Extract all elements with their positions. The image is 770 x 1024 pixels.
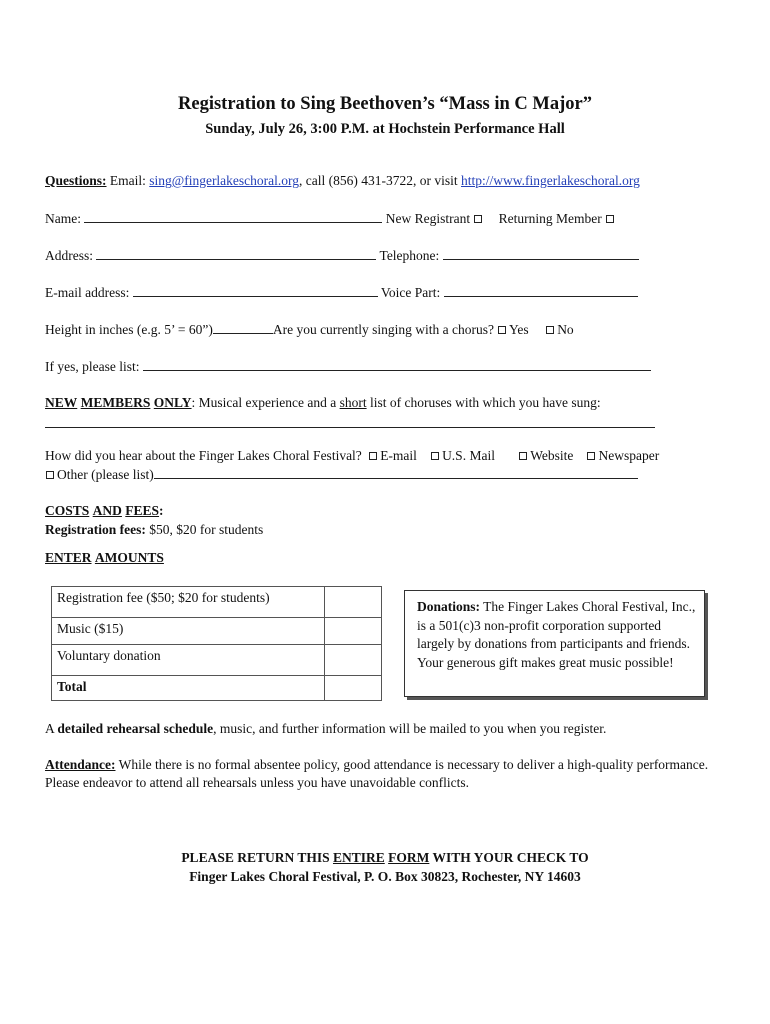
returning-member-label: Returning Member (498, 211, 602, 226)
new-members-row (45, 395, 601, 411)
questions-middle: , call (856) 431-3722, or visit (299, 173, 462, 188)
heard-question: How did you hear about the Finger Lakes Choral Festival? (45, 448, 362, 463)
new-word: NEW (45, 395, 78, 410)
fee-label-cell: Total (52, 676, 325, 701)
newspaper-option-label: Newspaper (598, 448, 660, 463)
table-row (52, 587, 382, 618)
amounts-word: AMOUNTS (94, 550, 164, 565)
table-row (52, 676, 382, 701)
website-option-label: Website (530, 448, 574, 463)
address-row (45, 247, 639, 264)
email-option-checkbox[interactable] (369, 452, 377, 460)
height-label: Height in inches (e.g. 5’ = 60”) (45, 322, 213, 337)
telephone-field[interactable] (443, 247, 639, 260)
donations-text: The Finger Lakes Choral Festival, Inc., is a 501(c)3 non-profit corporation supported largely by donations from participants and friends. Your generous gift makes great music possible! (417, 599, 696, 670)
return-text-2: WITH YOUR CHECK TO (429, 850, 589, 865)
costs-word: COSTS (45, 503, 90, 518)
return-instruction (0, 850, 770, 866)
telephone-label: Telephone: (379, 248, 440, 263)
email-prefix: Email: (109, 173, 150, 188)
short-word: short (339, 395, 367, 410)
if-yes-row (45, 358, 651, 375)
returning-member-checkbox[interactable] (606, 215, 614, 223)
schedule-rest: , music, and further information will be mailed to you when you register. (213, 721, 607, 736)
contact-email-link[interactable]: sing@fingerlakeschoral.org (149, 173, 300, 188)
address-field[interactable] (96, 247, 376, 260)
fee-label-cell: Registration fee ($50; $20 for students) (52, 587, 325, 618)
questions-line (45, 173, 640, 189)
name-field[interactable] (84, 210, 382, 223)
fee-label-cell: Music ($15) (52, 618, 325, 645)
event-subtitle: Sunday, July 26, 3:00 P.M. at Hochstein Performance Hall (205, 121, 565, 137)
newspaper-option-checkbox[interactable] (587, 452, 595, 460)
address-label: Address: (45, 248, 93, 263)
attendance-paragraph (45, 756, 735, 792)
fee-label-cell: Voluntary donation (52, 645, 325, 676)
costs-colon: : (159, 503, 164, 518)
form-word: FORM (388, 850, 430, 865)
chorus-list-field[interactable] (143, 358, 651, 371)
email-field[interactable] (133, 284, 378, 297)
if-yes-label: If yes, please list: (45, 359, 140, 374)
experience-field[interactable] (45, 427, 655, 428)
other-option-checkbox[interactable] (46, 471, 54, 479)
registration-fees-label: Registration fees: (45, 522, 146, 537)
donations-label: Donations: (417, 599, 481, 614)
donation-amount-field[interactable] (325, 645, 382, 676)
height-field[interactable] (213, 321, 273, 334)
mailing-address: Finger Lakes Choral Festival, P. O. Box 30823, Rochester, NY 14603 (189, 869, 581, 884)
website-link[interactable]: http://www.fingerlakeschoral.org (461, 173, 640, 188)
attendance-text: While there is no formal absentee policy, good attendance is necessary to deliver a high-quality performance. Please endeavor to attend all rehearsals unless you have unavoidable conflicts. (45, 757, 709, 790)
email-address-label: E-mail address: (45, 285, 130, 300)
attendance-label: Attendance: (45, 757, 116, 772)
schedule-prefix: A (45, 721, 58, 736)
other-row (42, 466, 638, 483)
voice-part-label: Voice Part: (380, 285, 441, 300)
yes-checkbox[interactable] (498, 326, 506, 334)
voice-part-field[interactable] (444, 284, 638, 297)
registration-fee-amount-field[interactable] (325, 587, 382, 618)
fee-table (51, 586, 382, 701)
costs-heading (45, 503, 164, 519)
table-row (52, 618, 382, 645)
questions-label: Questions: (45, 173, 107, 188)
heard-row (45, 448, 659, 464)
new-members-text-before: : Musical experience and a (191, 395, 340, 410)
entire-word: ENTIRE (332, 850, 385, 865)
website-option-checkbox[interactable] (519, 452, 527, 460)
fees-word: FEES (125, 503, 160, 518)
total-amount-field[interactable] (325, 676, 382, 701)
email-row (45, 284, 638, 301)
other-option-label: Other (please list) (57, 467, 154, 482)
other-field[interactable] (154, 466, 638, 479)
height-row (45, 321, 574, 338)
enter-amounts-heading (45, 550, 164, 566)
mail-option-checkbox[interactable] (431, 452, 439, 460)
new-members-text-after: list of choruses with which you have sung: (366, 395, 601, 410)
no-checkbox[interactable] (546, 326, 554, 334)
schedule-line (45, 721, 606, 737)
members-word: MEMBERS (80, 395, 151, 410)
mail-option-label: U.S. Mail (442, 448, 495, 463)
yes-label: Yes (509, 322, 529, 337)
and-word: AND (92, 503, 122, 518)
only-word: ONLY (153, 395, 192, 410)
donations-box (404, 590, 705, 697)
name-label: Name: (45, 211, 81, 226)
table-row (52, 645, 382, 676)
no-label: No (557, 322, 574, 337)
email-option-label: E-mail (380, 448, 417, 463)
name-row (45, 210, 617, 227)
registration-fees-value: $50, $20 for students (145, 522, 264, 537)
schedule-bold: detailed rehearsal schedule (57, 721, 214, 736)
page-title: Registration to Sing Beethoven’s “Mass in C Major” (178, 94, 592, 114)
new-registrant-label: New Registrant (385, 211, 471, 226)
registration-fees-line (45, 522, 263, 538)
chorus-question: Are you currently singing with a chorus? (272, 322, 495, 337)
new-registrant-checkbox[interactable] (474, 215, 482, 223)
enter-word: ENTER (45, 550, 92, 565)
music-amount-field[interactable] (325, 618, 382, 645)
return-text-1: PLEASE RETURN THIS (181, 850, 333, 865)
